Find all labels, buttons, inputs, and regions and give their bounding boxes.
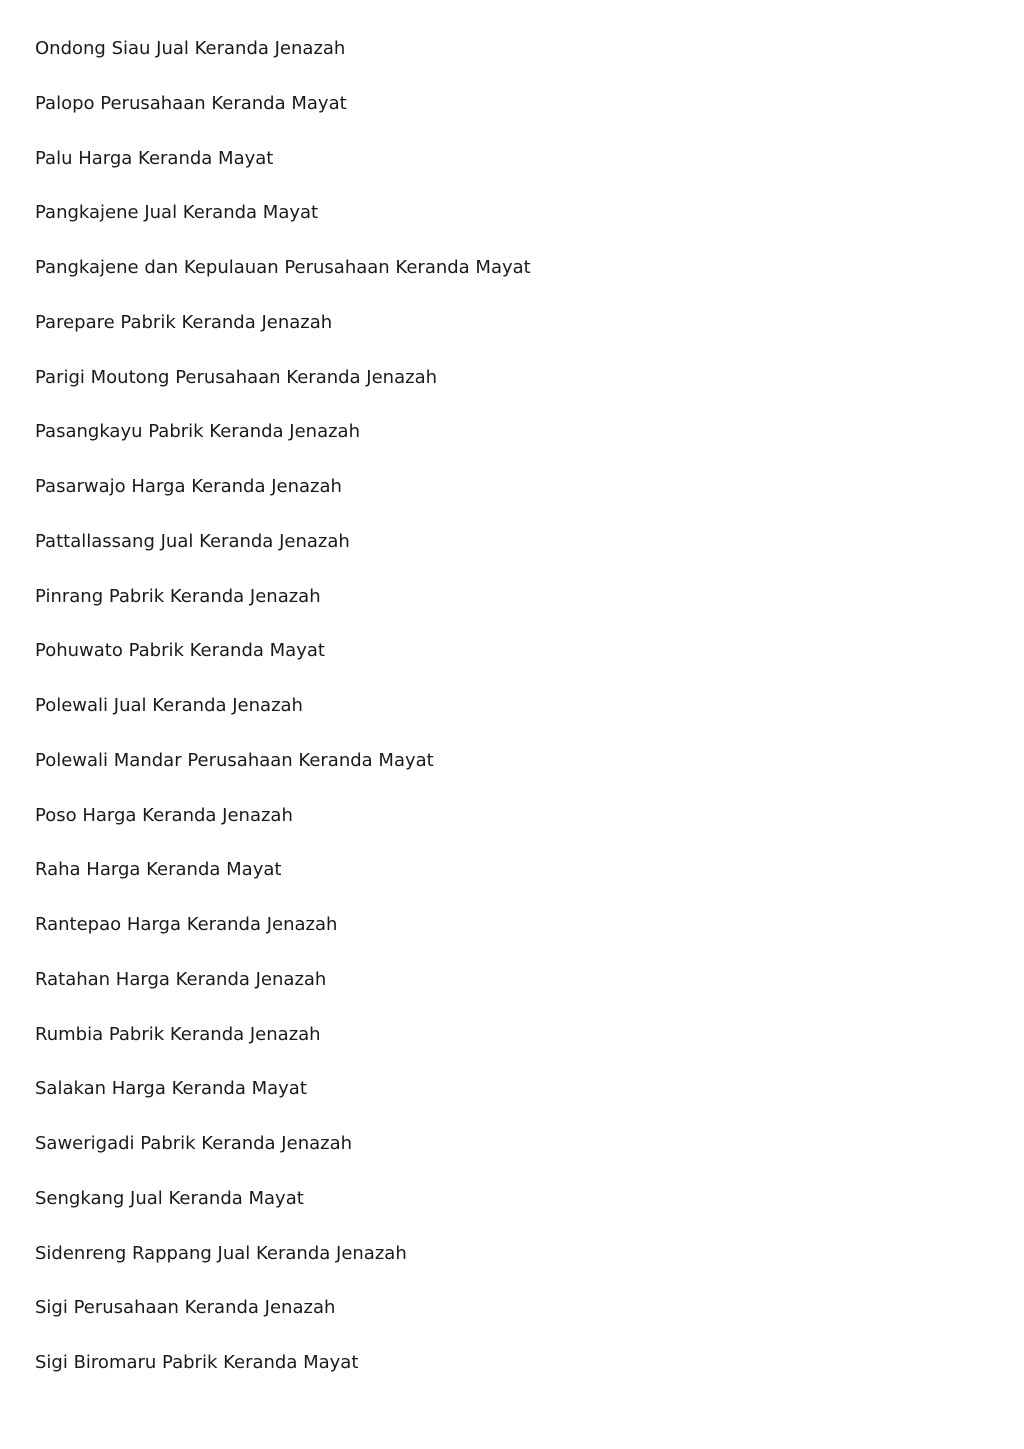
- list-item: Ratahan Harga Keranda Jenazah: [35, 968, 327, 990]
- list-item: Pangkajene Jual Keranda Mayat: [35, 202, 319, 224]
- list-item: Parepare Pabrik Keranda Jenazah: [35, 311, 333, 333]
- list-item: Pasangkayu Pabrik Keranda Jenazah: [35, 421, 360, 443]
- list-item: Polewali Jual Keranda Jenazah: [35, 695, 303, 716]
- list-item: Ondong Siau Jual Keranda Jenazah: [35, 38, 346, 59]
- list-item: Palopo Perusahaan Keranda Mayat: [35, 92, 347, 114]
- list-item: Pinrang Pabrik Keranda Jenazah: [35, 585, 321, 607]
- list-item: Parigi Moutong Perusahaan Keranda Jenazah: [35, 366, 438, 388]
- list-item: Sengkang Jual Keranda Mayat: [35, 1187, 304, 1209]
- list-item: Salakan Harga Keranda Mayat: [35, 1078, 307, 1100]
- list-item: Poso Harga Keranda Jenazah: [35, 804, 293, 826]
- list-item: Sidenreng Rappang Jual Keranda Jenazah: [35, 1242, 407, 1264]
- list-item: Sigi Biromaru Pabrik Keranda Mayat: [35, 1352, 359, 1373]
- list-item: Pattallassang Jual Keranda Jenazah: [35, 530, 350, 552]
- list-item: Sawerigadi Pabrik Keranda Jenazah: [35, 1133, 353, 1154]
- keranda-listing: [35, 36, 531, 1405]
- list-item: Raha Harga Keranda Mayat: [35, 859, 282, 881]
- list-item: Rantepao Harga Keranda Jenazah: [35, 914, 338, 935]
- list-item: Polewali Mandar Perusahaan Keranda Mayat: [35, 749, 434, 771]
- list-item: Pohuwato Pabrik Keranda Mayat: [35, 640, 325, 662]
- list-item: Rumbia Pabrik Keranda Jenazah: [35, 1023, 321, 1045]
- list-item: Pasarwajo Harga Keranda Jenazah: [35, 476, 342, 497]
- list-item: Sigi Perusahaan Keranda Jenazah: [35, 1297, 336, 1319]
- list-item: Palu Harga Keranda Mayat: [35, 147, 274, 169]
- list-item: Pangkajene dan Kepulauan Perusahaan Keranda Mayat: [35, 257, 531, 278]
